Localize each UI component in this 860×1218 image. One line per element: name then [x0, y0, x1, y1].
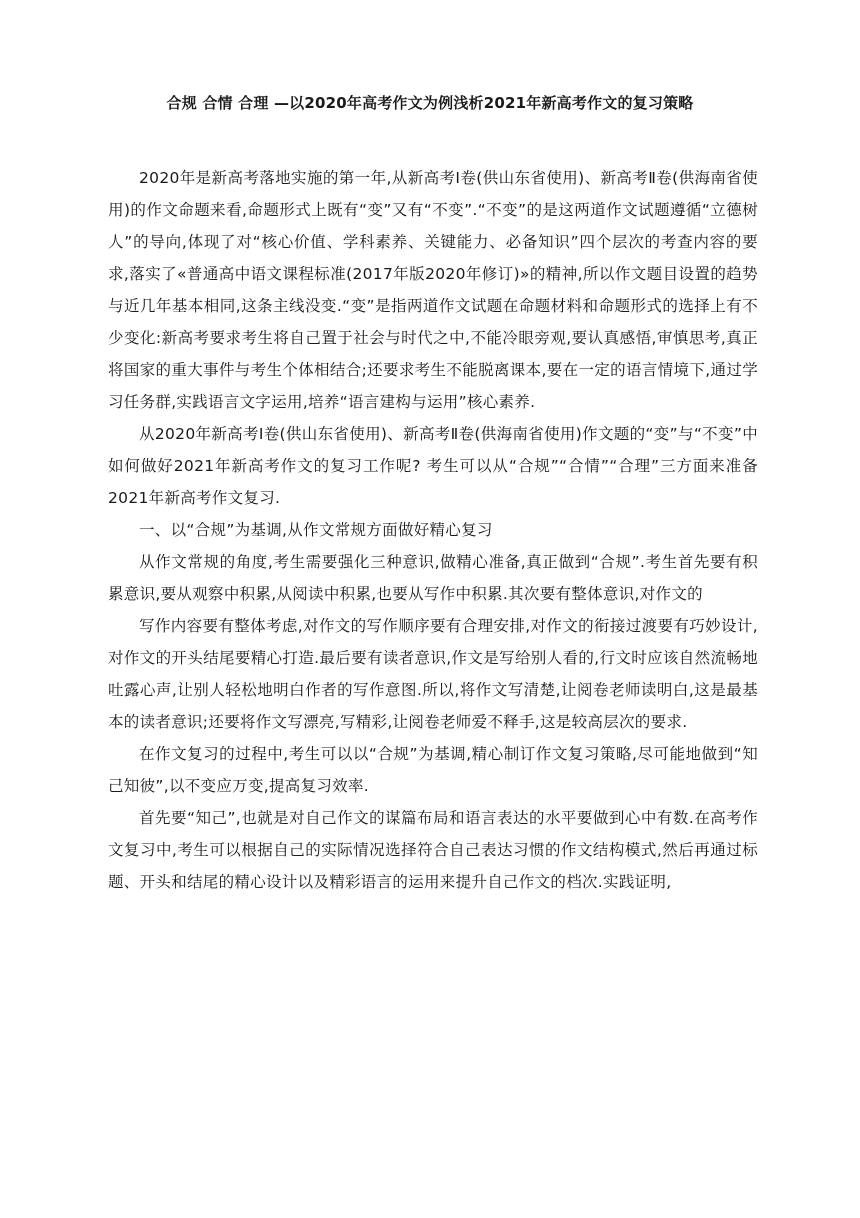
section-heading-1: 一、以“合规”为基调,从作文常规方面做好精心复习 [139, 521, 493, 539]
paragraph-1: 2020年是新高考落地实施的第一年,从新高考Ⅰ卷(供山东省使用)、新高考Ⅱ卷(供海南省使用)的作文命题来看,命题形式上既有“变”又有“不变”.“不变”的是这两道作文试题遵循“立德树人”的导向,体现了对“核心价值、学科素养、关键能力、必备知识”四个层次的考查内容的要求,落实了«普通高中语文课程标准(2017年版2020年修订)»的精神,所以作文题目设置的趋势与近几年基本相同,这条主线没变.“变”是指两道作文试题在命题材料和命题形式的选择上有不少变化:新高考要求考生将自己置于社会与时代之中,不能冷眼旁观,要认真感悟,审慎思考,真正将国家的重大事件与考生个体相结合;还要求考生不能脱离课本,要在一定的语言情境下,通过学习任务群,实践语言文字运用,培养“语言建构与运用”核心素养. [108, 169, 758, 411]
paragraph-4: 写作内容要有整体考虑,对作文的写作顺序要有合理安排,对作文的衔接过渡要有巧妙设计,对作文的开头结尾要精心打造.最后要有读者意识,作文是写给别人看的,行文时应该自然流畅地吐露心声,让别人轻松地明白作者的写作意图.所以,将作文写清楚,让阅卷老师读明白,这是最基本的读者意识;还要将作文写漂亮,写精彩,让阅卷老师爱不释手,这是较高层次的要求. [108, 617, 758, 731]
document-title: 合规 合情 合理 —以2020年高考作文为例浅析2021年新高考作文的复习策略 [166, 94, 694, 112]
paragraph-5: 在作文复习的过程中,考生可以以“合规”为基调,精心制订作文复习策略,尽可能地做到“知己知彼”,以不变应万变,提高复习效率. [108, 745, 758, 795]
paragraph-3: 从作文常规的角度,考生需要强化三种意识,做精心准备,真正做到“合规”.考生首先要有积累意识,要从观察中积累,从阅读中积累,也要从写作中积累.其次要有整体意识,对作文的 [108, 553, 758, 603]
paragraph-6: 首先要“知己”,也就是对自己作文的谋篇布局和语言表达的水平要做到心中有数.在高考作文复习中,考生可以根据自己的实际情况选择符合自己表达习惯的作文结构模式,然后再通过标题、开头和结尾的精心设计以及精彩语言的运用来提升自己作文的档次.实践证明, [108, 809, 758, 891]
document-body [108, 162, 758, 898]
paragraph-2: 从2020年新高考Ⅰ卷(供山东省使用)、新高考Ⅱ卷(供海南省使用)作文题的“变”与“不变”中如何做好2021年新高考作文的复习工作呢? 考生可以从“合规”“合情”“合理”三方面来准备2021年新高考作文复习. [108, 425, 758, 507]
